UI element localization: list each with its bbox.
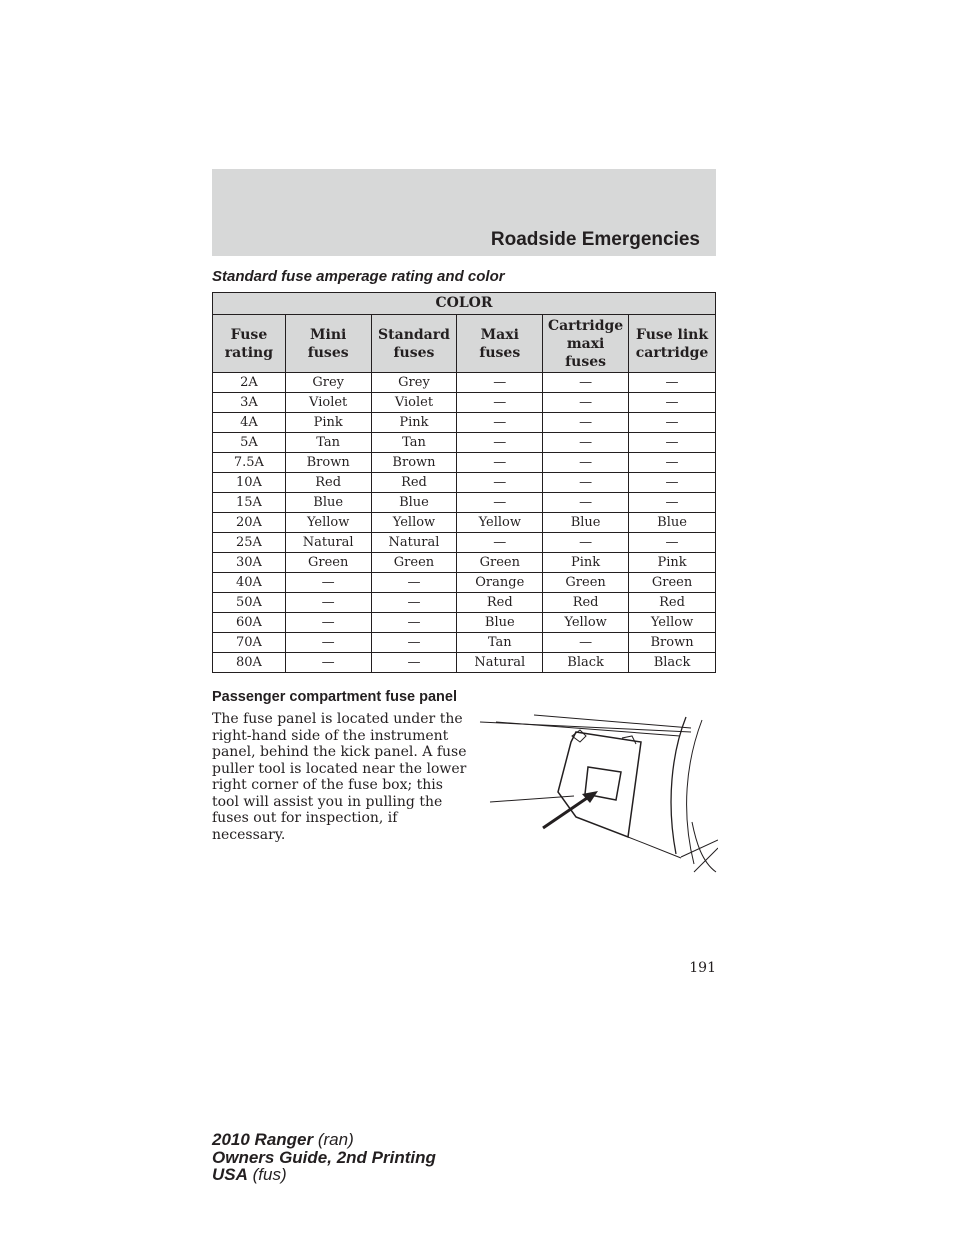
table-cell: — <box>543 533 629 553</box>
table-cell: Yellow <box>371 513 457 533</box>
table-cell: Yellow <box>285 513 371 533</box>
table-cell: Blue <box>629 513 716 533</box>
table-cell: 60A <box>213 613 286 633</box>
table-cell: — <box>371 653 457 673</box>
table-cell: — <box>457 493 543 513</box>
table-cell: Blue <box>543 513 629 533</box>
table-cell: Orange <box>457 573 543 593</box>
table-cell: — <box>457 453 543 473</box>
footer-market-code: (fus) <box>252 1165 287 1184</box>
table-cell: 30A <box>213 553 286 573</box>
table-cell: Pink <box>285 413 371 433</box>
table-cell: Yellow <box>457 513 543 533</box>
column-header: Mini fuses <box>285 315 371 373</box>
table-cell: — <box>371 573 457 593</box>
section-header-band <box>212 169 716 256</box>
table-cell: Yellow <box>629 613 716 633</box>
footer-line-market <box>212 1166 436 1184</box>
table-cell: 25A <box>213 533 286 553</box>
footer-market: USA <box>212 1165 248 1184</box>
table-cell: — <box>285 653 371 673</box>
table-cell: Red <box>285 473 371 493</box>
table-cell: — <box>543 493 629 513</box>
table-cell: Red <box>457 593 543 613</box>
table-row <box>213 453 716 473</box>
table-row <box>213 373 716 393</box>
document-footer <box>212 1131 436 1184</box>
table-cell: — <box>629 453 716 473</box>
table-row <box>213 513 716 533</box>
column-header: Standard fuses <box>371 315 457 373</box>
table-cell: — <box>457 473 543 493</box>
table-row <box>213 553 716 573</box>
table-cell: Pink <box>543 553 629 573</box>
table-cell: Violet <box>371 393 457 413</box>
table-row <box>213 573 716 593</box>
table-cell: — <box>457 393 543 413</box>
table-row <box>213 593 716 613</box>
table-cell: Green <box>457 553 543 573</box>
table-cell: 15A <box>213 493 286 513</box>
table-cell: — <box>371 593 457 613</box>
passenger-panel-heading: Passenger compartment fuse panel <box>212 689 457 705</box>
table-cell: — <box>371 613 457 633</box>
table-row <box>213 653 716 673</box>
table-cell: Tan <box>285 433 371 453</box>
table-cell: Tan <box>371 433 457 453</box>
table-cell: Blue <box>285 493 371 513</box>
table-row <box>213 473 716 493</box>
table-cell: Natural <box>371 533 457 553</box>
footer-model-code: (ran) <box>317 1130 354 1149</box>
table-cell: — <box>629 373 716 393</box>
table-cell: Blue <box>371 493 457 513</box>
fuse-table-body <box>213 373 716 673</box>
table-cell: Grey <box>285 373 371 393</box>
table-cell: — <box>543 433 629 453</box>
table-cell: — <box>285 613 371 633</box>
table-cell: — <box>543 373 629 393</box>
footer-model: 2010 Ranger <box>212 1130 314 1149</box>
table-row <box>213 533 716 553</box>
table-cell: — <box>543 633 629 653</box>
table-cell: Brown <box>371 453 457 473</box>
table-cell: Black <box>629 653 716 673</box>
table-cell: — <box>629 393 716 413</box>
table-cell: — <box>543 413 629 433</box>
table-cell: 10A <box>213 473 286 493</box>
table-cell: Red <box>543 593 629 613</box>
table-cell: 2A <box>213 373 286 393</box>
table-row <box>213 493 716 513</box>
table-cell: Grey <box>371 373 457 393</box>
table-cell: 80A <box>213 653 286 673</box>
footer-guide: Owners Guide, 2nd Printing <box>212 1147 436 1167</box>
table-cell: Pink <box>629 553 716 573</box>
table-cell: 20A <box>213 513 286 533</box>
table-cell: Red <box>629 593 716 613</box>
table-cell: 50A <box>213 593 286 613</box>
footer-line-model <box>212 1131 436 1149</box>
footer-line-guide <box>212 1149 436 1167</box>
table-cell: Green <box>371 553 457 573</box>
column-header: Fuse rating <box>213 315 286 373</box>
table-cell: — <box>629 473 716 493</box>
column-header: Maxi fuses <box>457 315 543 373</box>
table-cell: 7.5A <box>213 453 286 473</box>
table-cell: Green <box>285 553 371 573</box>
column-header: Fuse link cartridge <box>629 315 716 373</box>
table-cell: — <box>457 373 543 393</box>
section-title: Roadside Emergencies <box>490 229 700 250</box>
fuse-color-table <box>212 292 716 673</box>
table-row <box>213 413 716 433</box>
column-header: Cartridge maxi fuses <box>543 315 629 373</box>
table-cell: 4A <box>213 413 286 433</box>
passenger-panel-text: The fuse panel is located under the right-hand side of the instrument panel, behind the kick panel. A fuse puller tool is located near the lower right corner of the fuse box; this tool will assist you in pulling the fuses out for inspection, if necessary. <box>212 711 467 843</box>
table-cell: Blue <box>457 613 543 633</box>
table-row <box>213 433 716 453</box>
table-row <box>213 633 716 653</box>
table-cell: Yellow <box>543 613 629 633</box>
table-cell: Natural <box>285 533 371 553</box>
table-cell: — <box>371 633 457 653</box>
table-cell: — <box>629 413 716 433</box>
table-row <box>213 393 716 413</box>
table-cell: 70A <box>213 633 286 653</box>
table-cell: Violet <box>285 393 371 413</box>
fuse-table-heading: Standard fuse amperage rating and color <box>212 268 505 285</box>
table-cell: — <box>285 593 371 613</box>
table-cell: 3A <box>213 393 286 413</box>
table-cell: — <box>457 533 543 553</box>
table-cell: — <box>285 633 371 653</box>
table-cell: — <box>629 433 716 453</box>
color-group-header: COLOR <box>213 293 716 315</box>
table-row <box>213 613 716 633</box>
table-cell: Green <box>543 573 629 593</box>
table-cell: — <box>629 533 716 553</box>
table-cell: — <box>543 393 629 413</box>
table-cell: — <box>457 413 543 433</box>
table-cell: — <box>457 433 543 453</box>
table-cell: 40A <box>213 573 286 593</box>
column-header-row <box>213 315 716 373</box>
table-cell: — <box>543 453 629 473</box>
table-cell: Brown <box>285 453 371 473</box>
table-cell: Red <box>371 473 457 493</box>
fuse-panel-location-illustration <box>476 712 718 882</box>
page-number: 191 <box>689 960 716 976</box>
table-cell: 5A <box>213 433 286 453</box>
table-cell: — <box>629 493 716 513</box>
table-cell: Black <box>543 653 629 673</box>
table-cell: Green <box>629 573 716 593</box>
table-cell: Natural <box>457 653 543 673</box>
table-cell: Tan <box>457 633 543 653</box>
table-cell: Pink <box>371 413 457 433</box>
table-cell: Brown <box>629 633 716 653</box>
table-cell: — <box>543 473 629 493</box>
table-cell: — <box>285 573 371 593</box>
